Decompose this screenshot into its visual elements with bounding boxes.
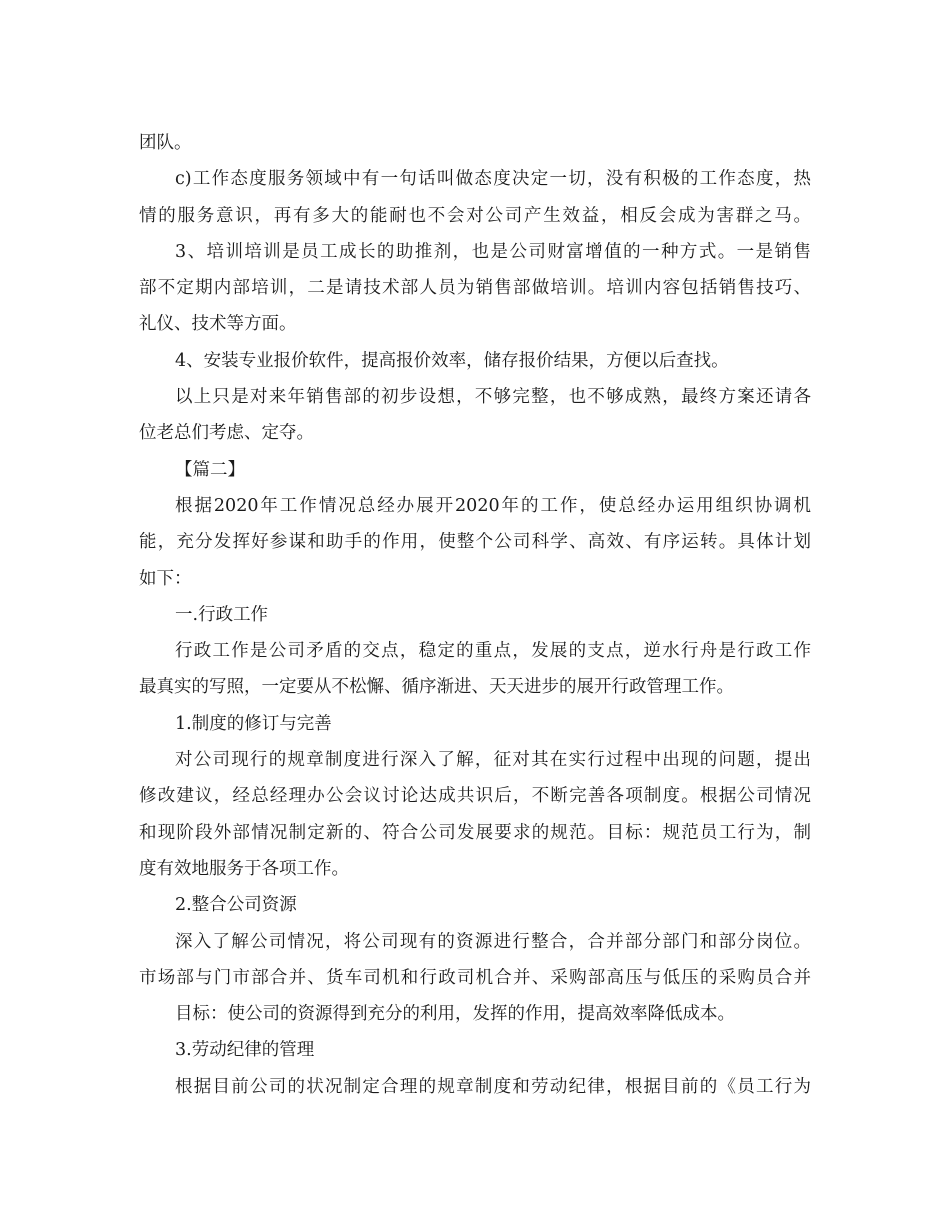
text-line: 一.行政工作: [175, 604, 269, 625]
text-line: 深入了解公司情况，将公司现有的资源进行整合，合并部分部门和部分岗位。: [175, 931, 811, 952]
text-line: c)工作态度服务领域中有一句话叫做态度决定一切，没有积极的工作态度，热: [175, 169, 811, 190]
text-line: 1.制度的修订与完善: [175, 713, 332, 734]
text-line: 市场部与门市部合并、货车司机和行政司机合并、采购部高压与低压的采购员合并: [139, 967, 811, 988]
text-line: 和现阶段外部情况制定新的、符合公司发展要求的规范。目标：规范员工行为，制: [139, 822, 811, 843]
text-line: 位老总们考虑、定夺。: [139, 423, 314, 444]
text-line: 部不定期内部培训，二是请技术部人员为销售部做培训。培训内容包括销售技巧、: [139, 278, 811, 299]
text-line: 情的服务意识，再有多大的能耐也不会对公司产生效益，相反会成为害群之马。: [139, 205, 811, 226]
text-line: 3、培训培训是员工成长的助推剂，也是公司财富增值的一种方式。一是销售: [175, 241, 811, 262]
text-line: 对公司现行的规章制度进行深入了解，征对其在实行过程中出现的问题，提出: [175, 750, 811, 771]
text-line: 修改建议，经总经理办公会议讨论达成共识后，不断完善各项制度。根据公司情况: [139, 786, 811, 807]
text-line: 4、安装专业报价软件，提高报价效率，储存报价结果，方便以后查找。: [175, 350, 729, 371]
text-line: 根据2020年工作情况总经办展开2020年的工作，使总经办运用组织协调机: [175, 495, 811, 516]
text-line: 根据目前公司的状况制定合理的规章制度和劳动纪律，根据目前的《员工行为: [175, 1076, 811, 1097]
text-line: 以上只是对来年销售部的初步设想，不够完整，也不够成熟，最终方案还请各: [175, 387, 811, 408]
text-line: 礼仪、技术等方面。: [139, 314, 297, 335]
text-line: 最真实的写照，一定要从不松懈、循序渐进、天天进步的展开行政管理工作。: [139, 677, 734, 698]
text-line: 度有效地服务于各项工作。: [139, 858, 349, 879]
text-line: 目标：使公司的资源得到充分的利用，发挥的作用，提高效率降低成本。: [175, 1004, 735, 1025]
text-line: 团队。: [139, 133, 192, 153]
text-line: 3.劳动纪律的管理: [175, 1040, 315, 1061]
text-line: 2.整合公司资源: [175, 895, 297, 916]
text-line: 能，充分发挥好参谋和助手的作用，使整个公司科学、高效、有序运转。具体计划: [139, 532, 811, 553]
document-body: [139, 125, 811, 1105]
text-line: 【篇二】: [175, 459, 245, 480]
text-line: 行政工作是公司矛盾的交点，稳定的重点，发展的支点，逆水行舟是行政工作: [175, 641, 811, 662]
text-line: 如下：: [139, 568, 192, 589]
